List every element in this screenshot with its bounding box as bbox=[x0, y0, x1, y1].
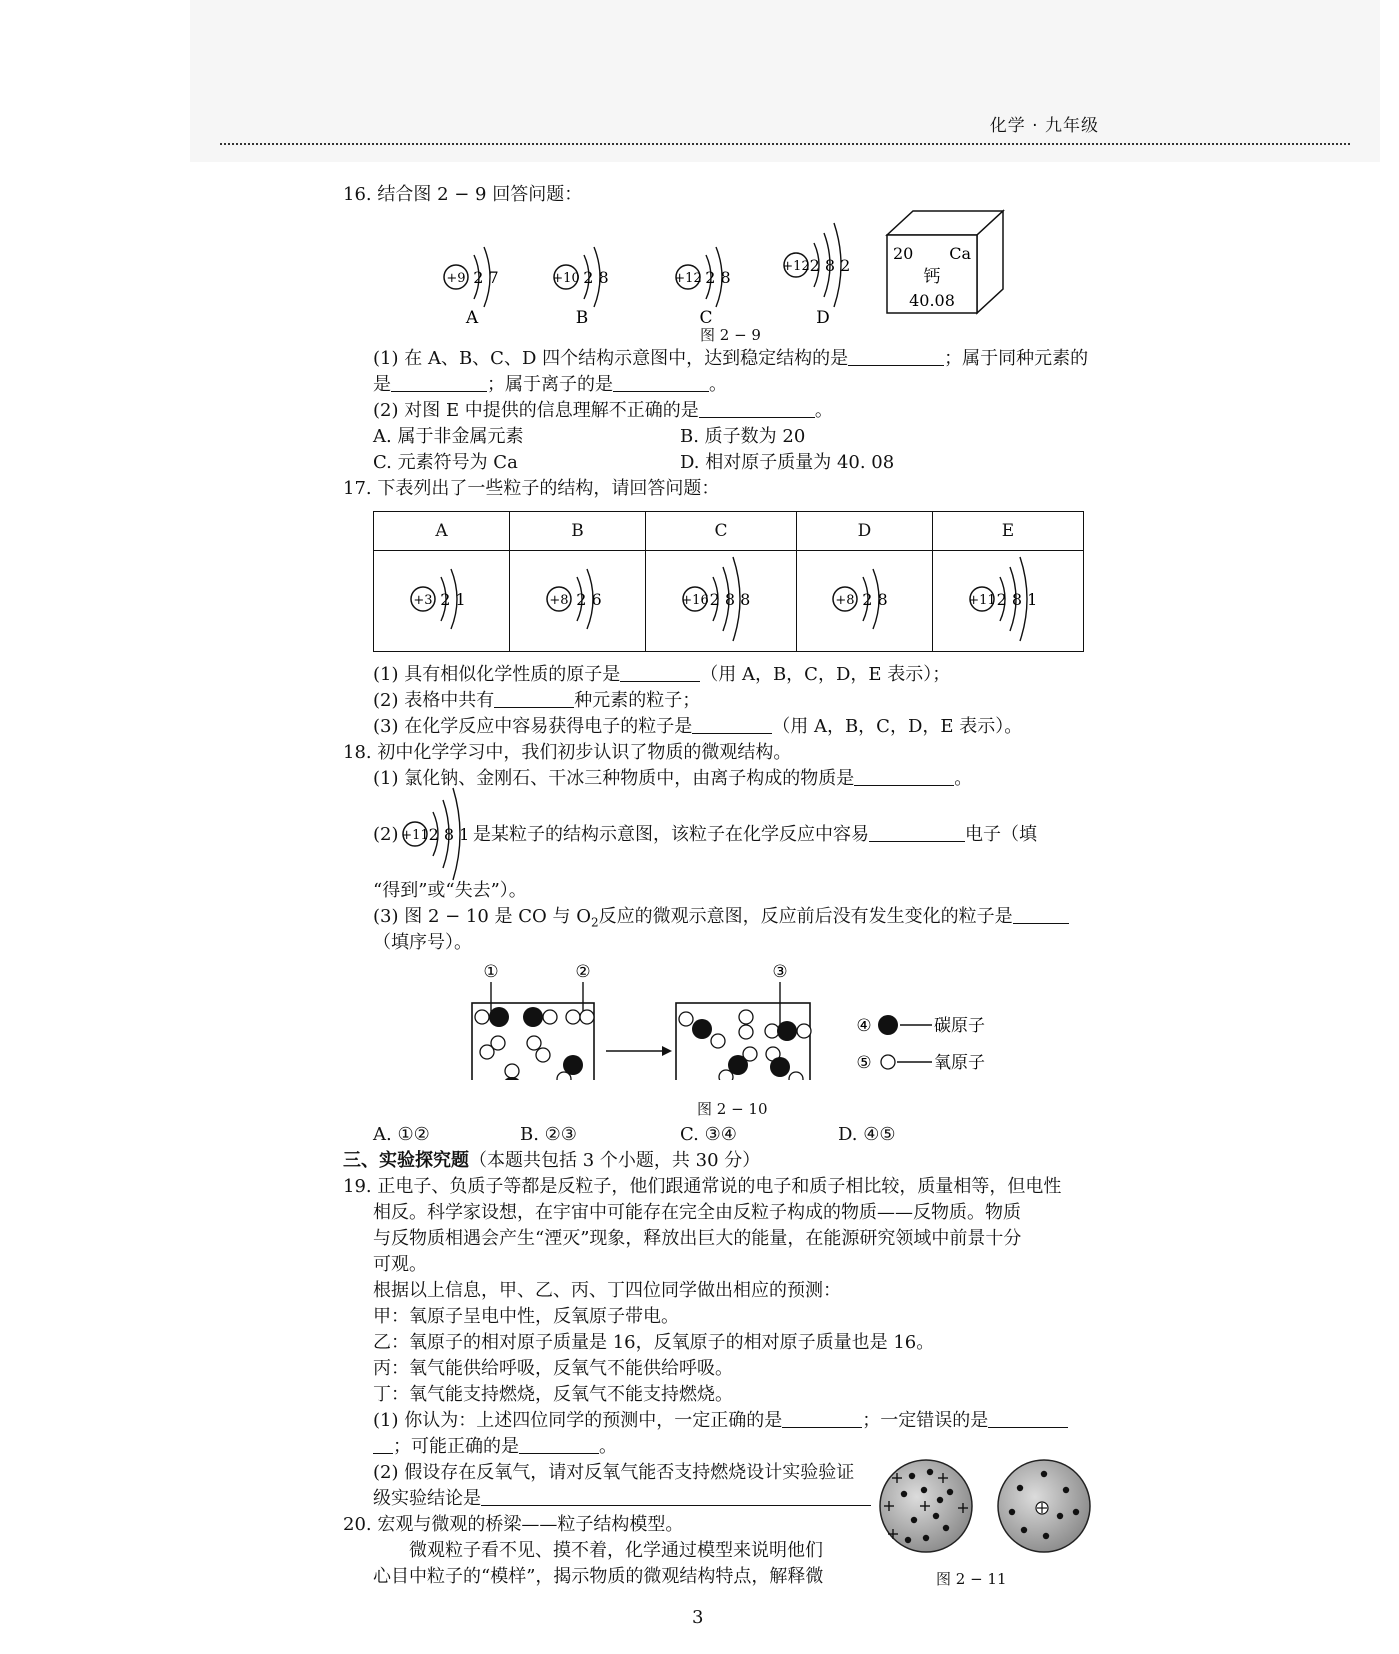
nucleus-charge: +12 bbox=[674, 271, 702, 286]
q16-stem: 16. 结合图 2 − 9 回答问题： bbox=[343, 184, 583, 205]
table-header-d: D bbox=[796, 512, 932, 551]
legend-mark-oxygen: ⑤ bbox=[856, 1053, 872, 1073]
q18-part1: (1) 氯化钠、金刚石、干冰三种物质中，由离子构成的物质是 。 bbox=[373, 768, 973, 789]
legend-carbon-atom bbox=[878, 1015, 898, 1035]
q20-atom-models-figure bbox=[878, 1450, 1100, 1562]
q18-part2-pre: (2) bbox=[373, 824, 399, 845]
svg-text:2 8: 2 8 bbox=[862, 590, 889, 609]
legend-text-carbon: 碳原子 bbox=[934, 1016, 985, 1036]
header-subject: 化学 · 九年级 bbox=[989, 116, 1099, 136]
q18-figure-caption: 图 2 − 10 bbox=[697, 1100, 768, 1118]
table-cell-e bbox=[933, 551, 1084, 652]
q16-element-card bbox=[885, 205, 1010, 320]
svg-text:2 8 1: 2 8 1 bbox=[996, 590, 1038, 609]
table-header-c: C bbox=[646, 512, 797, 551]
q19-line2: 相反。科学家设想，在宇宙中可能存在完全由反粒子构成的物质——反物质。物质 bbox=[373, 1202, 1021, 1223]
marker-3: ③ bbox=[772, 962, 788, 982]
marker-2: ② bbox=[575, 962, 591, 982]
page-header-band bbox=[190, 0, 1380, 162]
q17-part1: (1) 具有相似化学性质的原子是 （用 A，B，C，D，E 表示）； bbox=[373, 664, 951, 685]
q19-line4: 可观。 bbox=[373, 1254, 427, 1275]
nuclear-model bbox=[998, 1460, 1090, 1552]
shell-numbers: 2 8 bbox=[583, 268, 609, 287]
q19-prediction-ding: 丁：氧气能支持燃烧，反氧气不能支持燃烧。 bbox=[373, 1384, 733, 1405]
q19-prediction-bing: 丙：氧气能供给呼吸，反氧气不能供给呼吸。 bbox=[373, 1358, 733, 1379]
q18-option-d: D. ④⑤ bbox=[838, 1124, 896, 1145]
header-divider bbox=[220, 143, 1350, 145]
svg-text:+11: +11 bbox=[968, 593, 996, 608]
q16-part1-line1: (1) 在 A、B、C、D 四个结构示意图中，达到稳定结构的是 ；属于同种元素的 bbox=[373, 348, 1089, 369]
svg-text:+3: +3 bbox=[412, 593, 433, 608]
q19-line1: 19. 正电子、负质子等都是反粒子，他们跟通常说的电子和质子相比较，质量相等，但电性 bbox=[343, 1176, 1062, 1197]
q16-option-b: B. 质子数为 20 bbox=[680, 426, 806, 447]
nucleus-charge: +10 bbox=[552, 271, 580, 286]
q19-line3: 与反物质相遇会产生“湮灭”现象，释放出巨大的能量，在能源研究领域中前景十分 bbox=[373, 1228, 1022, 1249]
svg-text:2 8 8: 2 8 8 bbox=[709, 590, 751, 609]
q19-line5: 根据以上信息，甲、乙、丙、丁四位同学做出相应的预测： bbox=[373, 1280, 841, 1301]
q18-option-c: C. ③④ bbox=[680, 1124, 737, 1145]
q18-part2-line2: “得到”或“失去”）。 bbox=[373, 880, 527, 901]
svg-text:+8: +8 bbox=[548, 593, 569, 608]
q20-line3: 心目中粒子的“模样”，揭示物质的微观结构特点，解释微 bbox=[373, 1566, 824, 1587]
page-number: 3 bbox=[692, 1607, 704, 1628]
marker-1: ① bbox=[483, 962, 499, 982]
section3-heading: 三、实验探究题（本题共包括 3 个小题，共 30 分） bbox=[343, 1150, 761, 1171]
q19-part2-line1: (2) 假设存在反氧气，请对反氧气能否支持燃烧设计实验验证 bbox=[373, 1462, 855, 1483]
table-header-b: B bbox=[510, 512, 646, 551]
q17-part3: (3) 在化学反应中容易获得电子的粒子是 （用 A，B，C，D，E 表示）。 bbox=[373, 716, 1023, 737]
q16-atom-a bbox=[444, 247, 499, 328]
q19-prediction-jia: 甲：氧原子呈电中性，反氧原子带电。 bbox=[373, 1306, 679, 1327]
q16-figure-caption: 图 2 − 9 bbox=[700, 326, 761, 344]
q16-atom-c bbox=[674, 247, 730, 328]
q18-part3-line1: (3) 图 2 − 10 是 CO 与 $O_2$反应的微观示意图，反应前后没有发生变化的粒子是 bbox=[373, 904, 1069, 936]
legend-mark-carbon: ④ bbox=[856, 1016, 872, 1036]
shell-numbers: 2 8 bbox=[705, 268, 731, 287]
q20-figure-caption: 图 2 − 11 bbox=[936, 1570, 1007, 1588]
element-name: 钙 bbox=[923, 267, 941, 287]
table-cell-b bbox=[510, 551, 646, 652]
q19-part1-line1: (1) 你认为：上述四位同学的预测中，一定正确的是 ；一定错误的是 bbox=[373, 1408, 1068, 1434]
atomic-number: 20 bbox=[893, 244, 914, 263]
q16-part1-line2: 是 ；属于离子的是 。 bbox=[373, 374, 727, 395]
q17-particle-table bbox=[373, 511, 1084, 652]
q18-option-a: A. ①② bbox=[373, 1124, 430, 1145]
q20-stem: 20. 宏观与微观的桥梁——粒子结构模型。 bbox=[343, 1514, 684, 1535]
q18-stem: 18. 初中化学学习中，我们初步认识了物质的微观结构。 bbox=[343, 742, 792, 763]
q16-atom-d bbox=[782, 223, 850, 328]
shell-numbers: 2 8 2 bbox=[809, 256, 851, 275]
svg-text:+16: +16 bbox=[681, 593, 709, 608]
legend-oxygen-atom bbox=[881, 1055, 895, 1069]
nucleus-charge: +12 bbox=[782, 259, 810, 274]
nucleus-charge: +9 bbox=[446, 271, 466, 286]
q16-atom-b bbox=[552, 247, 608, 328]
atomic-mass: 40.08 bbox=[909, 291, 955, 310]
q18-inline-atom-diagram bbox=[399, 786, 471, 882]
atom-label: A bbox=[465, 308, 479, 328]
q16-atom-diagrams bbox=[430, 205, 930, 335]
q18-reaction-diagram bbox=[470, 955, 1010, 1080]
svg-text:+11: +11 bbox=[401, 828, 429, 843]
q19-part1-line2: ；可能正确的是 。 bbox=[373, 1434, 617, 1460]
svg-text:2 6: 2 6 bbox=[575, 590, 602, 609]
atom-label: B bbox=[575, 308, 589, 328]
legend-text-oxygen: 氧原子 bbox=[934, 1053, 985, 1073]
q18-option-b: B. ②③ bbox=[520, 1124, 577, 1145]
q16-part2: (2) 对图 E 中提供的信息理解不正确的是 。 bbox=[373, 400, 833, 421]
atom-label: C bbox=[699, 308, 713, 328]
table-cell-a bbox=[374, 551, 510, 652]
svg-text:2 8 1: 2 8 1 bbox=[428, 825, 470, 844]
shell-numbers: 2 7 bbox=[473, 268, 499, 287]
plum-pudding-model bbox=[880, 1460, 972, 1552]
q17-stem: 17. 下表列出了一些粒子的结构，请回答问题： bbox=[343, 478, 720, 499]
atom-label: D bbox=[816, 308, 830, 328]
q17-part2: (2) 表格中共有 种元素的粒子； bbox=[373, 690, 701, 711]
table-header-e: E bbox=[933, 512, 1084, 551]
q20-line2: 微观粒子看不见、摸不着，化学通过模型来说明他们 bbox=[409, 1540, 823, 1561]
table-cell-c bbox=[646, 551, 797, 652]
q19-part2-line2: 级实验结论是 bbox=[373, 1486, 871, 1512]
q19-prediction-yi: 乙：氧原子的相对原子质量是 16，反氧原子的相对原子质量也是 16。 bbox=[373, 1332, 935, 1353]
q16-option-c: C. 元素符号为 Ca bbox=[373, 452, 518, 473]
q18-part3-line2: （填序号）。 bbox=[373, 932, 472, 953]
table-cell-d bbox=[796, 551, 932, 652]
q16-option-a: A. 属于非金属元素 bbox=[373, 426, 524, 447]
element-symbol: Ca bbox=[949, 244, 971, 263]
q16-option-d: D. 相对原子质量为 40. 08 bbox=[680, 452, 895, 473]
q18-part2-line1: 是某粒子的结构示意图，该粒子在化学反应中容易 电子（填 bbox=[473, 824, 1037, 845]
svg-text:+8: +8 bbox=[835, 593, 856, 608]
table-header-a: A bbox=[374, 512, 510, 551]
svg-text:2 1: 2 1 bbox=[439, 590, 466, 609]
